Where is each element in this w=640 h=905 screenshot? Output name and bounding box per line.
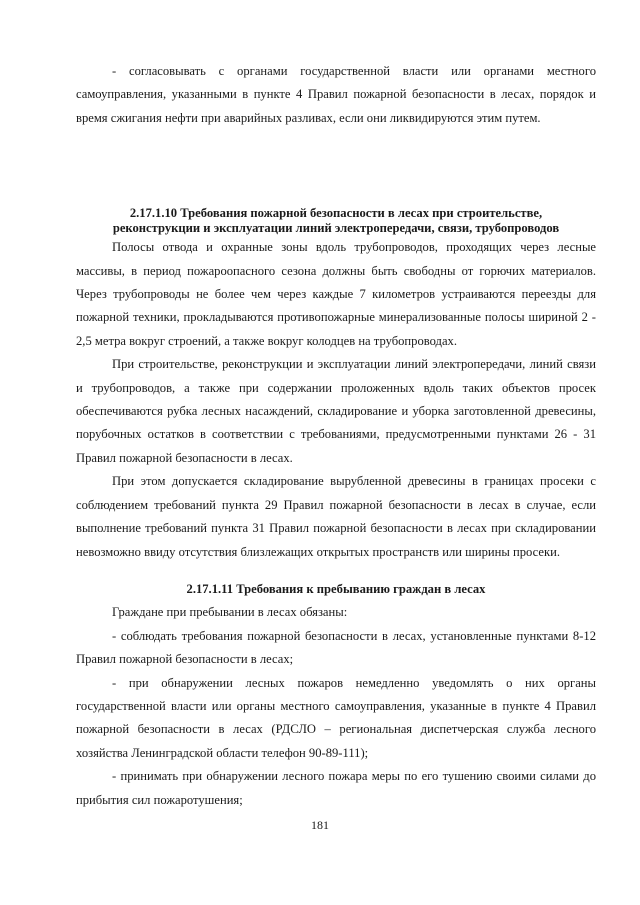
body-paragraph: При строительстве, реконструкции и эксплуатации линий электропередачи, линий связи и трубопроводов, а также при содержании проложенных вдоль таких объектов просек обеспечиваются рубка лесных насаждений, складирование и уборка заготовленной древесины, порубочных остатков в соответствии с требованиями, предусмотренными пунктами 26 - 31 Правил пожарной безопасности в лесах.: [76, 357, 596, 465]
section-heading-line2: реконструкции и эксплуатации линий электропередачи, связи, трубопроводов: [112, 221, 560, 236]
body-paragraph: При этом допускается складирование вырубленной древесины в границах просеки с соблюдением требований пункта 29 Правил пожарной безопасности в лесах в случае, если выполнение требований пункта 31 Правил пожарной безопасности в лесах при складировании невозможно ввиду отсутствия близлежащих открытых пространств или ширины просеки.: [76, 474, 596, 559]
intro-paragraph: - согласовывать с органами государственной власти или органами местного самоуправления, указанными в пункте 4 Правил пожарной безопасности в лесах, порядок и время сжигания нефти при аварийных разливах, если они ликвидируются этим путем.: [76, 64, 596, 125]
body-paragraph: Полосы отвода и охранные зоны вдоль трубопроводов, проходящих через лесные массивы, в период пожароопасного сезона должны быть свободны от горючих материалов. Через трубопроводы не более чем через каждые 7 километров устраиваются переезды для пожарной техники, прокладываются противопожарные минерализованные полосы шириной 2 - 2,5 метра вокруг строений, а также вокруг колодцев на трубопроводах.: [76, 240, 596, 348]
list-item: - при обнаружении лесных пожаров немедленно уведомлять о них органы государственной власти или органы местного самоуправления, указанные в пункте 4 Правил пожарной безопасности в лесах (РДСЛО – региональная диспетчерская служба лесного хозяйства Ленинградской области телефон 90-89-111);: [76, 675, 596, 760]
section-heading-line1: 2.17.1.10 Требования пожарной безопасности в лесах при строительстве,: [129, 206, 543, 221]
section-heading: 2.17.1.11 Требования к пребыванию граждан в лесах: [186, 581, 486, 596]
page-number: 181: [311, 818, 329, 832]
list-item: - принимать при обнаружении лесного пожара меры по его тушению своими силами до прибытия сил пожаротушения;: [76, 769, 596, 807]
list-item: - соблюдать требования пожарной безопасности в лесах, установленные пунктами 8-12 Правил пожарной безопасности в лесах;: [76, 628, 596, 667]
document-page: [76, 60, 596, 812]
body-paragraph: Граждане при пребывании в лесах обязаны:: [112, 605, 348, 620]
